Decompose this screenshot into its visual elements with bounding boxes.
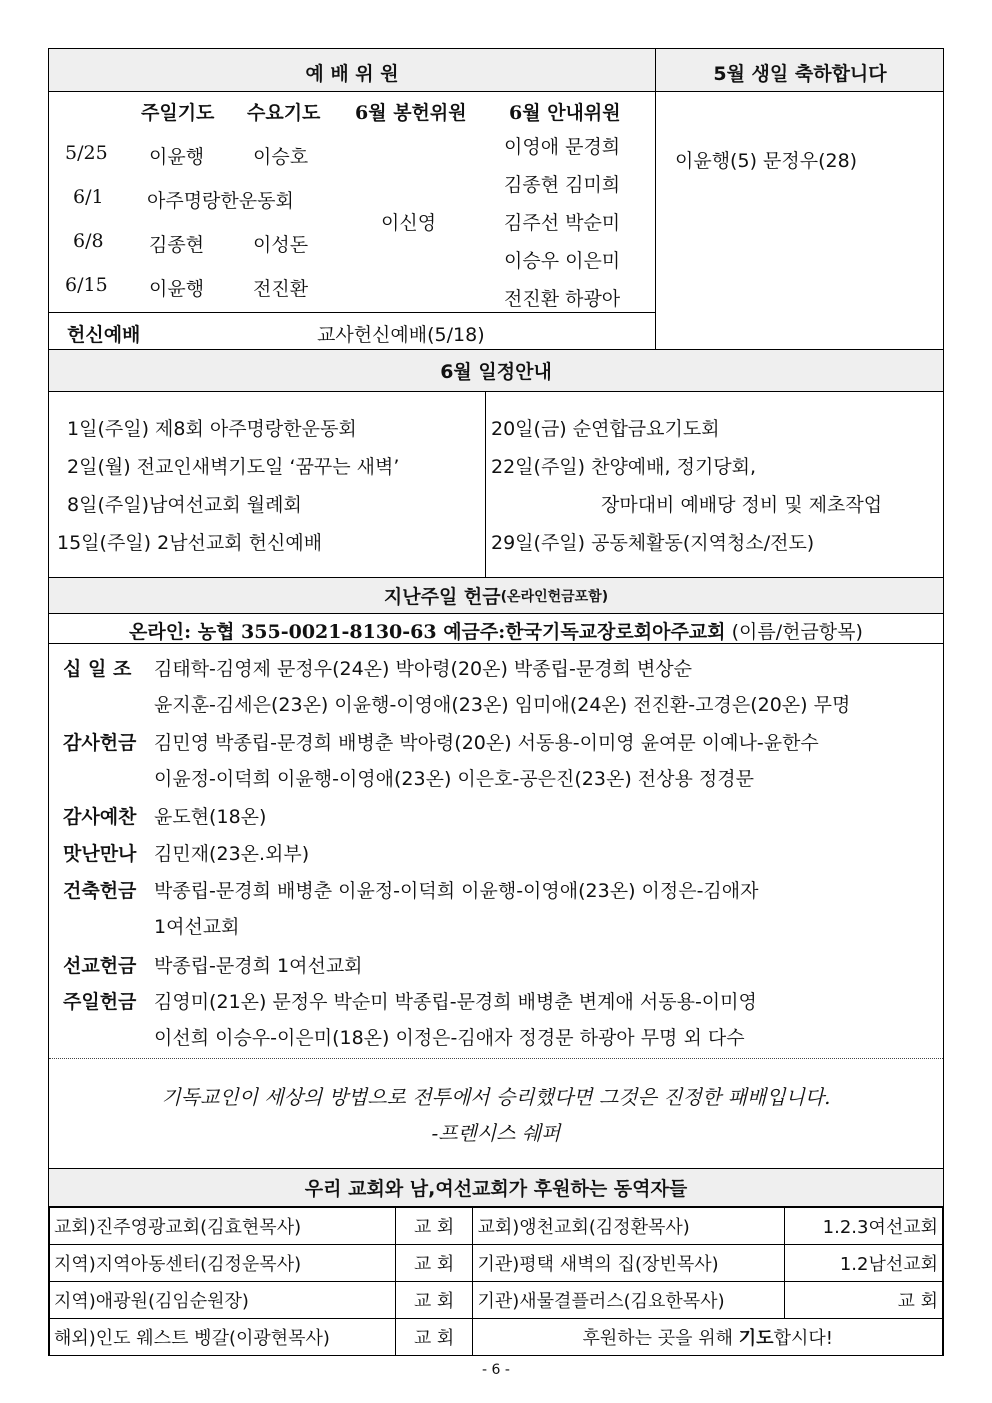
praise-label: 감사예찬	[63, 806, 137, 828]
thanks-line-2: 이윤정-이덕희 이윤행-이영애(23온) 이은호-공은진(23온) 전상용 정경문	[154, 768, 754, 790]
col-guide: 6월 안내위원	[509, 102, 621, 124]
support-name: 지역)애광원(김임순원장)	[50, 1282, 396, 1319]
tithe-line-2: 윤지훈-김세은(23온) 이윤행-이영애(23온) 임미애(24온) 전진환-고경은(20온) 무명	[154, 694, 851, 716]
prayer-sun-3: 김종현	[149, 234, 205, 256]
support-name: 기관)평택 새벽의 집(장빈목사)	[473, 1245, 785, 1282]
support-by: 1.2.3여선교회	[785, 1208, 943, 1245]
schedule-left-3: 8일(주일)남여선교회 월례회	[67, 494, 302, 516]
support-name: 교회)진주영광교회(김효현목사)	[50, 1208, 396, 1245]
support-header: 우리 교회와 남,여선교회가 후원하는 동역자들	[49, 1169, 943, 1207]
col-prayer-wed: 수요기도	[247, 102, 321, 124]
prayer-sun-4: 이윤행	[149, 278, 205, 300]
building-line-1: 박종립-문경희 배병춘 이윤정-이덕희 이윤행-이영애(23온) 이정은-김애자	[154, 880, 759, 902]
prayer-wed-3: 이성돈	[253, 234, 309, 256]
schedule-right-3: 장마대비 예배당 정비 및 제초작업	[601, 494, 883, 516]
worship-header-row	[49, 49, 943, 92]
guide-3: 김주선 박순미	[504, 212, 621, 234]
support-table-wrap	[49, 1207, 943, 1355]
table-row	[50, 1245, 943, 1282]
support-by: 교 회	[395, 1319, 473, 1356]
tithe-label: 십 일 조	[63, 658, 132, 680]
worship-body	[49, 92, 943, 350]
date-2: 6/1	[73, 186, 104, 208]
prayer-call	[473, 1319, 943, 1356]
prayer-call-text: 후원하는 곳을 위해	[582, 1328, 739, 1349]
col-offering: 6월 봉헌위원	[355, 102, 467, 124]
support-by: 교 회	[395, 1245, 473, 1282]
prayer-sun-1: 이윤행	[149, 146, 205, 168]
schedule-left-2: 2일(월) 전교인새벽기도일 ‘꿈꾸는 새벽’	[67, 456, 400, 478]
online-account-row	[49, 614, 943, 644]
worship-header: 예 배 위 원	[305, 63, 399, 85]
prayer-call-end: 합시다!	[773, 1328, 833, 1349]
birthday-header: 5월 생일 축하합니다	[713, 63, 887, 85]
quote-block	[49, 1059, 943, 1169]
building-line-2: 1여선교회	[154, 916, 240, 938]
mission-line-1: 박종립-문경희 1여선교회	[154, 955, 363, 977]
support-name: 지역)지역아동센터(김정운목사)	[50, 1245, 396, 1282]
prayer-call-bold: 기도	[738, 1328, 774, 1349]
quote-author: -프렌시스 쉐퍼	[431, 1121, 561, 1145]
guide-4: 이승우 이은미	[504, 250, 621, 272]
quote-text: 기독교인이 세상의 방법으로 전투에서 승리했다면 그것은 진정한 패배입니다.	[161, 1085, 831, 1109]
schedule-body	[49, 392, 943, 578]
building-label: 건축헌금	[63, 880, 137, 902]
prayer-wed-4: 전진환	[253, 278, 309, 300]
schedule-left-1: 1일(주일) 제8회 아주명랑한운동회	[67, 418, 357, 440]
schedule-right-2: 22일(주일) 찬양예배, 정기당회,	[491, 456, 757, 478]
schedule-header: 6월 일정안내	[49, 350, 943, 392]
support-name: 기관)새물결플러스(김요한목사)	[473, 1282, 785, 1319]
online-account: 온라인: 농협 355-0021-8130-63 예금주:한국기독교장로회아주교회	[129, 621, 726, 643]
thanks-label: 감사헌금	[63, 732, 137, 754]
offering-title: 지난주일 헌금	[383, 586, 501, 608]
schedule-right-4: 29일(주일) 공동체활동(지역청소/전도)	[491, 532, 815, 554]
sunday-label: 주일헌금	[63, 991, 137, 1013]
support-by: 교 회	[395, 1282, 473, 1319]
support-name: 해외)인도 웨스트 벵갈(이광현목사)	[50, 1319, 396, 1356]
date-1: 5/25	[65, 142, 108, 164]
praise-line-1: 윤도현(18온)	[154, 806, 267, 828]
offering-member: 이신영	[381, 212, 437, 234]
manna-label: 맛난만나	[63, 843, 137, 865]
birthday-list: 이윤행(5) 문정우(28)	[675, 150, 858, 172]
offering-subtitle: (온라인헌금포함)	[500, 588, 609, 605]
mission-label: 선교헌금	[63, 955, 137, 977]
support-by: 1.2남선교회	[785, 1245, 943, 1282]
support-table	[49, 1207, 943, 1356]
sunday-line-1: 김영미(21온) 문정우 박순미 박종립-문경희 배병춘 변계애 서동용-이미영	[154, 991, 757, 1013]
offering-header	[49, 578, 943, 614]
support-name: 교회)앵천교회(김정환목사)	[473, 1208, 785, 1245]
table-row	[50, 1319, 943, 1356]
support-by: 교 회	[785, 1282, 943, 1319]
prayer-wed-1: 이승호	[253, 146, 309, 168]
schedule-right-1: 20일(금) 순연합금요기도회	[491, 418, 720, 440]
table-row	[50, 1208, 943, 1245]
guide-2: 김종현 김미희	[504, 174, 621, 196]
dedication-label: 헌신예배	[67, 324, 141, 346]
online-account-note: (이름/헌금항목)	[731, 621, 863, 643]
tithe-line-1: 김태학-김영제 문정우(24온) 박아령(20온) 박종립-문경희 변상순	[154, 658, 693, 680]
support-by: 교 회	[395, 1208, 473, 1245]
offering-list	[49, 644, 943, 1058]
col-prayer-sun: 주일기도	[141, 102, 215, 124]
schedule-left-4: 15일(주일) 2남선교회 헌신예배	[57, 532, 323, 554]
sunday-line-2: 이선희 이승우-이은미(18온) 이정은-김애자 정경문 하광아 무명 외 다수	[154, 1027, 745, 1049]
dedication-value: 교사헌신예배(5/18)	[317, 324, 485, 346]
page-number: - 6 -	[482, 1362, 510, 1378]
table-row	[50, 1282, 943, 1319]
prayer-sun-2: 아주명랑한운동회	[147, 190, 294, 212]
date-3: 6/8	[73, 230, 104, 252]
manna-line-1: 김민재(23온.외부)	[154, 843, 310, 865]
thanks-line-1: 김민영 박종립-문경희 배병춘 박아령(20온) 서동용-이미영 윤여문 이예나-윤한수	[154, 732, 819, 754]
date-4: 6/15	[65, 274, 108, 296]
guide-1: 이영애 문경희	[504, 136, 621, 158]
bulletin-page	[48, 48, 944, 1356]
guide-5: 전진환 하광아	[504, 288, 621, 310]
